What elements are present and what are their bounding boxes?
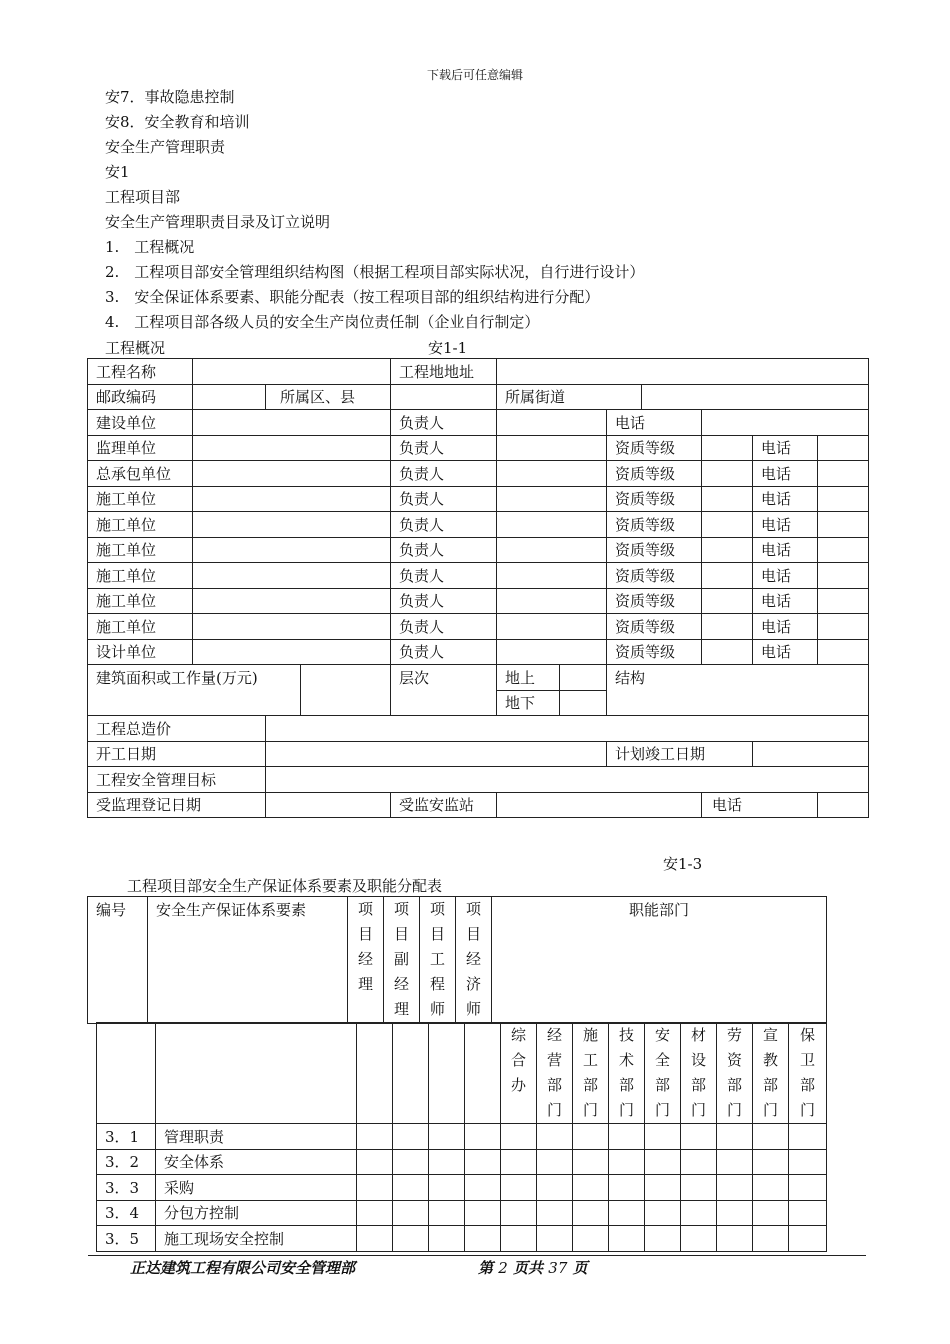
label: 工程安全管理目标 <box>88 767 266 793</box>
unit-label: 施工单位 <box>88 486 193 512</box>
table-row: 3．2 安全体系 <box>97 1149 827 1175</box>
dept-col: 材 设 部 门 <box>681 1023 717 1124</box>
table1-code: 安1-1 <box>428 339 468 357</box>
section-code: 安1 <box>105 163 130 181</box>
table-row: 3．5 施工现场安全控制 <box>97 1226 827 1252</box>
role-header: 项 目 副 经 理 <box>384 897 420 1024</box>
label: 工程总造价 <box>88 716 266 742</box>
label: 电话 <box>607 410 702 436</box>
label: 开工日期 <box>88 741 266 767</box>
label: 建筑面积或工作量(万元) <box>88 665 301 716</box>
label: 结构 <box>607 665 869 716</box>
dept-col: 保 卫 部 门 <box>789 1023 827 1124</box>
label: 地上 <box>497 665 560 691</box>
district-value <box>391 384 497 410</box>
unit-label: 施工单位 <box>88 588 193 614</box>
toc-line: 安8．安全教育和培训 <box>105 113 250 131</box>
street-value <box>642 384 869 410</box>
label: 所属街道 <box>497 384 642 410</box>
role-header: 项 目 工 程 师 <box>420 897 456 1024</box>
role-header: 项 目 经 理 <box>348 897 384 1024</box>
table-row: 3．1 管理职责 <box>97 1124 827 1150</box>
table2-title: 工程项目部安全生产保证体系要素及职能分配表 <box>127 877 443 895</box>
label: 地下 <box>497 690 560 716</box>
label: 工程名称 <box>88 359 193 385</box>
section-subtitle: 安全生产管理职责目录及订立说明 <box>105 213 331 231</box>
dept-header: 职能部门 <box>492 897 827 1024</box>
label: 负责人 <box>391 410 497 436</box>
unit-label: 总承包单位 <box>88 461 193 487</box>
role-header: 项 目 经 济 师 <box>456 897 492 1024</box>
dept-col: 劳 资 部 门 <box>717 1023 753 1124</box>
footer-rule <box>88 1255 866 1256</box>
project-name-value <box>193 359 391 385</box>
footer-company: 正达建筑工程有限公司安全管理部 <box>130 1259 356 1277</box>
page-total: 37 <box>548 1259 568 1277</box>
unit-label: 施工单位 <box>88 614 193 640</box>
dept-col: 安 全 部 门 <box>645 1023 681 1124</box>
label: 层次 <box>391 665 497 716</box>
postal-value <box>193 384 266 410</box>
list-item: 2. 工程项目部安全管理组织结构图（根据工程项目部实际状况，自行进行设计） <box>105 263 645 281</box>
table-row: 3．3 采购 <box>97 1175 827 1201</box>
table2-body <box>96 1022 827 1252</box>
toc-line: 安7．事故隐患控制 <box>105 88 235 106</box>
unit-label: 施工单位 <box>88 537 193 563</box>
dept-col: 经 营 部 门 <box>537 1023 573 1124</box>
list-item: 3. 安全保证体系要素、职能分配表（按工程项目部的组织结构进行分配） <box>105 288 600 306</box>
label: 受监理登记日期 <box>88 792 266 818</box>
unit-label: 施工单位 <box>88 512 193 538</box>
label: 所属区、县 <box>266 384 391 410</box>
unit-label: 施工单位 <box>88 563 193 589</box>
table-row: 3．4 分包方控制 <box>97 1200 827 1226</box>
label: 邮政编码 <box>88 384 193 410</box>
label: 工程地地址 <box>391 359 497 385</box>
project-overview-table: 工程名称 工程地地址 邮政编码 所属区、县 所属街道 建设单位 负责人 电话 监理单位 负责人 资质等级 电话 总承包单位 负责人 资质等级 电话 施工单位 负责人 资质等级 电话 施工单位 负责人 资质等级 电话 施工单位 负责人 资质等级 电话 施工单位 负责人 资质等级 电话 施工单位 负责人 资质等级 电话 施工单位 负责人 资质等级 电话 设计单位 负责人 资质等级 电话 建筑面积或工作量(万元) 层次 地上 结构 地下 工程总造价 开工日期 计划竣工日期 工程安全管理目标 受监理登记日期 受监安监站 电话 <box>87 358 869 818</box>
dept-col: 技 术 部 门 <box>609 1023 645 1124</box>
dept-col: 宣 教 部 门 <box>753 1023 789 1124</box>
label: 电话 <box>702 792 818 818</box>
footer-page: 第 2 页共 37 页 <box>478 1259 588 1277</box>
label: 计划竣工日期 <box>607 741 753 767</box>
label: 受监安监站 <box>391 792 497 818</box>
dept-col: 施 工 部 门 <box>573 1023 609 1124</box>
section-subtitle: 工程项目部 <box>105 188 181 206</box>
table2-code: 安1-3 <box>663 855 703 873</box>
page-header: 下载后可任意编辑 <box>426 68 523 82</box>
page-number: 2 <box>498 1259 508 1277</box>
dept-col: 综 合 办 <box>501 1023 537 1124</box>
project-address-value <box>497 359 869 385</box>
unit-label: 设计单位 <box>88 639 193 665</box>
section-title: 安全生产管理职责 <box>105 138 226 156</box>
list-item: 1. 工程概况 <box>105 238 195 256</box>
table1-caption: 工程概况 <box>105 339 166 357</box>
label: 建设单位 <box>88 410 193 436</box>
unit-label: 监理单位 <box>88 435 193 461</box>
table2-header <box>87 896 827 1024</box>
col-element: 安全生产保证体系要素 <box>148 897 348 1024</box>
list-item: 4. 工程项目部各级人员的安全生产岗位责任制（企业自行制定） <box>105 313 540 331</box>
col-no: 编号 <box>88 897 148 1024</box>
